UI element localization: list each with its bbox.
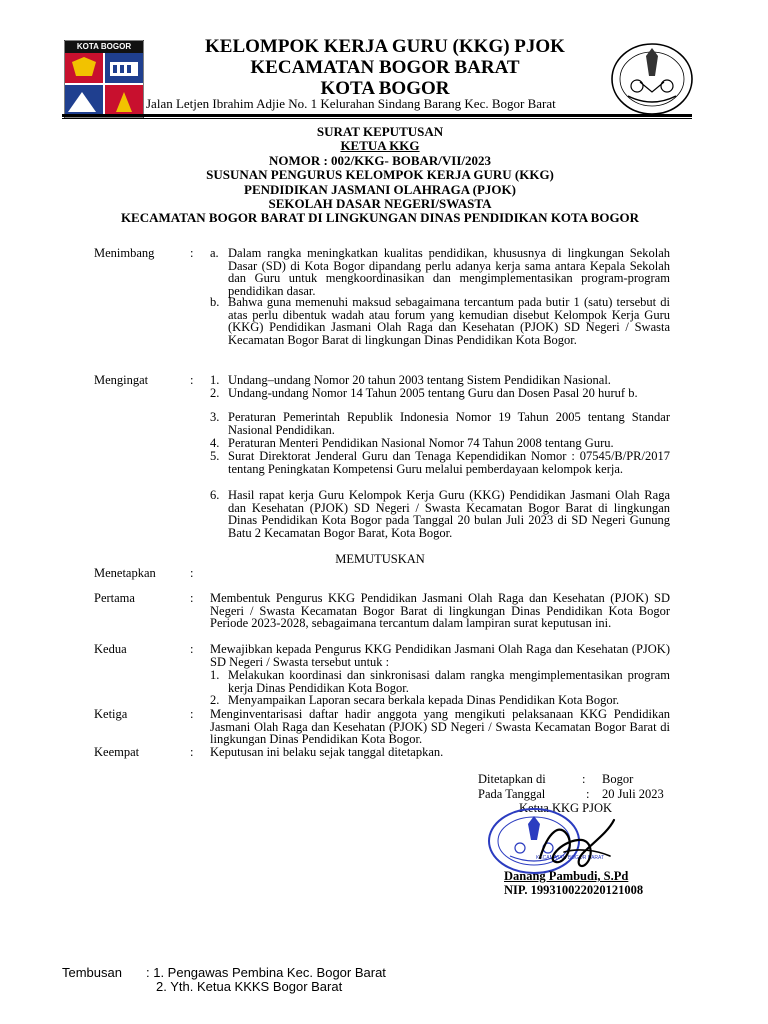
mengingat-item-6-n: 6. — [210, 488, 220, 502]
logo-left-caption: KOTA BOGOR — [76, 42, 132, 51]
mengingat-label: Mengingat — [94, 373, 149, 387]
title-sekolah: SEKOLAH DASAR NEGERI/SWASTA — [268, 196, 492, 211]
handwritten-signature — [534, 812, 620, 876]
mengingat-item-1-n: 1. — [210, 373, 220, 387]
title-nomor: NOMOR : 002/KKG- BOBAR/VII/2023 — [268, 153, 492, 168]
title-ketua-kkg-text: KETUA KKG — [340, 138, 420, 153]
menimbang-b-marker: b. — [210, 295, 220, 309]
letterhead-line2: KECAMATAN BOGOR BARAT — [250, 57, 520, 78]
mengingat-item-6: Hasil rapat kerja Guru Kelompok Kerja Guru (KKG) Pendidikan Jasmani Olah Raga dan Kesehatan (PJOK) SD Negeri / Swasta Kecamatan Bogor Barat di lingkungan Dinas Pendidikan Kota Bogor pada Tanggal 20 bulan Juli 2023 di SD Negeri Gunung Batu 2 Kecamatan Bogor Barat, Kota Bogor. — [228, 488, 670, 540]
title-ketua-kkg — [60, 139, 700, 154]
title-surat-keputusan: SURAT KEPUTUSAN — [316, 124, 444, 139]
keempat-colon: : — [190, 745, 194, 759]
mengingat-colon: : — [190, 373, 194, 387]
title-kecamatan: KECAMATAN BOGOR BARAT DI LINGKUNGAN DINAS PENDIDIKAN KOTA BOGOR — [120, 210, 640, 225]
mengingat-item-3: Peraturan Pemerintah Republik Indonesia Nomor 19 Tahun 2005 tentang Standar Nasional Pendidikan. — [228, 410, 670, 437]
menimbang-a-marker: a. — [210, 246, 219, 260]
tembusan-label: Tembusan — [62, 965, 122, 980]
ketiga-text: Menginventarisasi daftar hadir anggota yang mengikuti pelaksanaan KKG Pendidikan Jasmani Olah Raga dan Kesehatan (PJOK) SD Negeri / Swasta Kecamatan Bogor Barat di lingkungan Dinas Pendidikan Kota Bogor. — [210, 707, 670, 746]
title-pjok: PENDIDIKAN JASMANI OLAHRAGA (PJOK) — [244, 182, 516, 197]
pertama-text: Membentuk Pengurus KKG Pendidikan Jasmani Olah Raga dan Kesehatan (PJOK) SD Negeri / Swasta Kecamatan Bogor Barat di lingkungan Dinas Pendidikan Kota Bogor Periode 2023-2028, sebagaimana tercantum dalam lampiran surat keputusan ini. — [210, 591, 670, 630]
pertama-label: Pertama — [94, 591, 135, 605]
tanggal-colon: : — [586, 787, 590, 801]
signatory-name-text: Danang Pambudi, S.Pd — [504, 869, 629, 883]
kedua-item-2: Menyampaikan Laporan secara berkala kepada Dinas Pendidikan Kota Bogor. — [228, 693, 620, 707]
mengingat-item-4: Peraturan Menteri Pendidikan Nasional Nomor 74 Tahun 2008 tentang Guru. — [228, 436, 614, 450]
mengingat-item-2: Undang-undang Nomor 14 Tahun 2005 tentang Guru dan Dosen Pasal 20 huruf b. — [228, 386, 638, 400]
kedua-item-1-n: 1. — [210, 668, 220, 682]
keempat-text: Keputusan ini belaku sejak tanggal ditetapkan. — [210, 745, 444, 759]
menimbang-colon: : — [190, 246, 194, 260]
menimbang-label: Menimbang — [94, 246, 155, 260]
keempat-label: Keempat — [94, 745, 140, 759]
signatory-name — [504, 869, 628, 883]
letterhead-rule-thin — [62, 118, 692, 119]
signature-role: Ketua KKG PJOK — [519, 801, 613, 815]
letterhead-rule-thick — [62, 114, 692, 117]
letterhead-address: Jalan Letjen Ibrahim Adjie No. 1 Kelurahan Sindang Barang Kec. Bogor Barat — [146, 96, 556, 111]
mengingat-item-5: Surat Direktorat Jenderal Guru dan Tenaga Kependidikan Nomor : 07545/B/PR/2017 tentang Peningkatan Kompetensi Guru melalui pemberdayaan kelompok kerja. — [228, 449, 670, 476]
menetapkan-label: Menetapkan — [94, 566, 156, 580]
kedua-colon: : — [190, 642, 194, 656]
mengingat-item-3-n: 3. — [210, 410, 220, 424]
ditetapkan-colon: : — [582, 772, 586, 786]
kedua-item-1: Melakukan koordinasi dan sinkronisasi dalam rangka mengimplementasikan program kerja Dinas Pendidikan Kota Bogor. — [228, 668, 670, 695]
mengingat-item-5-n: 5. — [210, 449, 220, 463]
menimbang-b-text: Bahwa guna memenuhi maksud sebagaimana tercantum pada butir 1 (satu) tersebut di atas perlu dibentuk wadah atau forum yang kemudian disebut Kelompok Kerja Guru (KKG) Pendidikan Jasmani Olah Raga dan Kesehatan (PJOK) SD Negeri / Swasta Kecamatan Bogor Barat di lingkungan Dinas Pendidikan Kota Bogor. — [228, 295, 670, 347]
mengingat-item-1: Undang–undang Nomor 20 tahun 2003 tentang Sistem Pendidikan Nasional. — [228, 373, 611, 387]
tanggal-label: Pada Tanggal — [478, 787, 546, 801]
kedua-text: Mewajibkan kepada Pengurus KKG Pendidikan Jasmani Olah Raga dan Kesehatan (PJOK) SD Negeri / Swasta tersebut untuk : — [210, 642, 670, 669]
kedua-item-2-n: 2. — [210, 693, 220, 707]
kkg-logo — [610, 42, 694, 116]
menetapkan-colon: : — [190, 566, 194, 580]
mengingat-item-2-n: 2. — [210, 386, 220, 400]
letterhead-line3: KOTA BOGOR — [320, 78, 450, 99]
pertama-colon: : — [190, 591, 194, 605]
stamp-caption: KECAMATAN BOGOR BARAT — [536, 855, 605, 861]
ditetapkan-value: Bogor — [602, 772, 634, 786]
letterhead-line1: KELOMPOK KERJA GURU (KKG) PJOK — [205, 36, 565, 57]
menimbang-a-text: Dalam rangka meningkatkan kualitas pendidikan, khususnya di lingkungan Sekolah Dasar (SD) di Kota Bogor dipandang perlu adanya kerja sama antara Kepala Sekolah dan Guru untuk mengkoordinasikan dan mengimplementasikan program-program pendidikan dasar. — [228, 246, 670, 298]
tembusan-item-2: 2. Yth. Ketua KKKS Bogor Barat — [156, 979, 343, 994]
signatory-nip: NIP. 199310022020121008 — [504, 883, 644, 897]
kedua-label: Kedua — [94, 642, 127, 656]
title-susunan: SUSUNAN PENGURUS KELOMPOK KERJA GURU (KKG) — [206, 167, 554, 182]
ditetapkan-label: Ditetapkan di — [478, 772, 546, 786]
ketiga-colon: : — [190, 707, 194, 721]
memutuskan-heading: MEMUTUSKAN — [335, 552, 425, 566]
mengingat-item-4-n: 4. — [210, 436, 220, 450]
tembusan-item-1: : 1. Pengawas Pembina Kec. Bogor Barat — [146, 965, 386, 980]
tanggal-value: 20 Juli 2023 — [602, 787, 664, 801]
ketiga-label: Ketiga — [94, 707, 128, 721]
